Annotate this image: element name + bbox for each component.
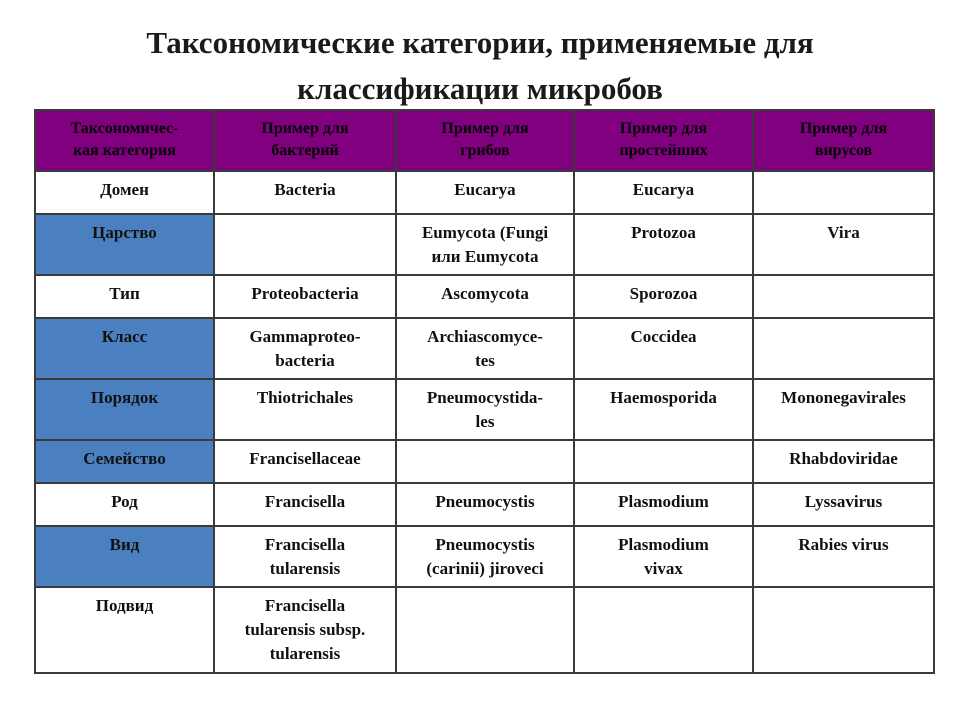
rank-label: Семейство [83,449,166,468]
cell-line: Rhabdoviridae [789,449,898,468]
example-cell [214,318,396,379]
cell-line: Haemosporida [610,388,717,407]
example-cell [214,440,396,483]
header-rank-category [35,110,214,171]
header-line: Пример для [261,120,349,137]
rank-cell [35,275,214,318]
table-row [35,171,934,214]
cell-line: Vira [827,223,860,242]
example-cell [214,587,396,673]
rank-label: Домен [100,180,149,199]
example-cell [753,171,934,214]
table-body [35,171,934,673]
example-cell [574,379,753,440]
example-cell [396,379,574,440]
cell-line: tularensis [269,644,341,663]
example-cell [574,275,753,318]
cell-line: Eucarya [454,180,516,199]
cell-line: Archiascomyce- [427,327,543,346]
header-fungi-example [396,110,574,171]
cell-line: Francisella [264,596,346,615]
example-cell [396,440,574,483]
example-cell [396,318,574,379]
example-cell [574,440,753,483]
cell-line: Eucarya [632,180,695,199]
cell-line: les [475,412,495,431]
example-cell [214,526,396,587]
rank-label: Подвид [95,596,154,615]
cell-line: bacteria [275,351,335,370]
example-cell [574,483,753,526]
example-cell [753,440,934,483]
cell-line: Lyssavirus [804,492,883,511]
example-cell [396,587,574,673]
example-cell [753,275,934,318]
rank-label: Тип [109,284,140,303]
cell-line: Coccidea [630,327,697,346]
cell-line: tularensis subsp. [244,620,366,639]
rank-cell [35,526,214,587]
rank-cell [35,214,214,275]
table-row [35,379,934,440]
header-line: Таксономичес- [70,120,179,137]
cell-line: Thiotrichales [256,388,354,407]
rank-cell [35,318,214,379]
example-cell [214,275,396,318]
cell-line: Francisella [264,492,346,511]
table-row [35,440,934,483]
table-row [35,275,934,318]
cell-line: Plasmodium [618,492,709,511]
page-title-line-1: Таксономические категории, применяемые для [146,25,814,60]
example-cell [574,318,753,379]
table-row [35,214,934,275]
example-cell [214,483,396,526]
rank-cell [35,171,214,214]
header-line: бактерий [271,142,339,159]
page-title-line-2: классификации микробов [297,71,663,106]
cell-line: vivax [644,559,683,578]
header-line: Пример для [441,120,529,137]
cell-line: tes [475,351,495,370]
cell-line: Gammaproteo- [249,327,361,346]
cell-line: (carinii) jiroveci [426,559,544,578]
example-cell [753,379,934,440]
header-virus-example [753,110,934,171]
table-header-row [35,110,934,171]
example-cell [753,526,934,587]
cell-line: Pneumocystis [435,492,535,511]
example-cell [753,483,934,526]
rank-cell [35,483,214,526]
rank-label: Порядок [90,388,159,407]
rank-cell [35,440,214,483]
taxonomy-table [34,109,935,674]
cell-line: Sporozoa [629,284,698,303]
example-cell [396,483,574,526]
example-cell [214,171,396,214]
cell-line: tularensis [269,559,341,578]
example-cell [574,587,753,673]
cell-line: Bacteria [274,180,336,199]
example-cell [214,379,396,440]
cell-line: Protozoa [631,223,696,242]
cell-line: Proteobacteria [251,284,359,303]
page-title [0,20,960,112]
cell-line: Eumycota (Fungi [421,223,549,242]
cell-line: Ascomycota [441,284,529,303]
example-cell [396,214,574,275]
header-protozoa-example [574,110,753,171]
example-cell [753,318,934,379]
header-line: простейших [619,142,708,159]
rank-label: Класс [101,327,148,346]
example-cell [753,587,934,673]
header-line: вирусов [814,142,873,159]
table-row [35,587,934,673]
example-cell [574,171,753,214]
cell-line: Pneumocystis [435,535,535,554]
example-cell [214,214,396,275]
rank-label: Царство [92,223,157,242]
cell-line: Pneumocystida- [426,388,544,407]
cell-line: Francisella [264,535,346,554]
header-line: кая категория [73,142,176,159]
example-cell [396,275,574,318]
example-cell [396,526,574,587]
cell-line: Francisellaceae [249,449,361,468]
table-row [35,526,934,587]
example-cell [574,526,753,587]
cell-line: Plasmodium [618,535,709,554]
example-cell [753,214,934,275]
header-line: Пример для [799,120,888,137]
cell-line: или Eumycota [431,247,539,266]
table-row [35,318,934,379]
table-row [35,483,934,526]
header-line: грибов [460,142,510,159]
cell-line: Rabies virus [798,535,889,554]
header-line: Пример для [619,120,708,137]
example-cell [574,214,753,275]
example-cell [396,171,574,214]
rank-cell [35,587,214,673]
cell-line: Mononegavirales [781,388,906,407]
rank-cell [35,379,214,440]
header-bacteria-example [214,110,396,171]
rank-label: Род [111,492,138,511]
rank-label: Вид [109,535,140,554]
